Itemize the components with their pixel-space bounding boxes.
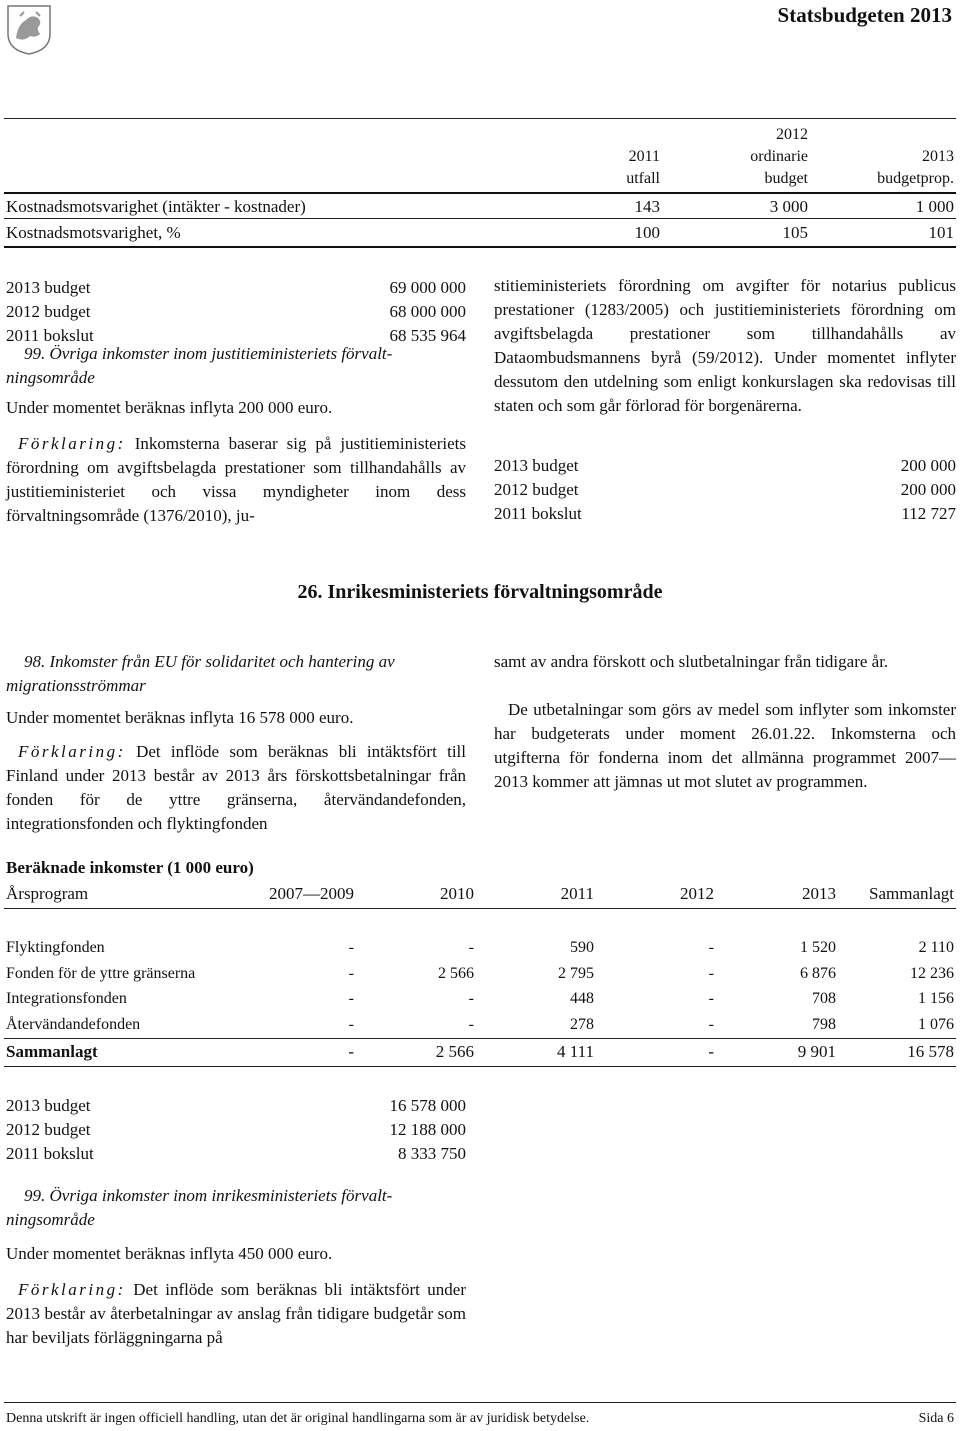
table-row: Flyktingfonden - - 590 - 1 520 2 110 <box>6 939 954 956</box>
table-divider <box>4 1038 956 1039</box>
table-divider <box>4 218 956 219</box>
explanation-text-continued: stitieministeriets förordning om avgifter för notarius publicus prestationer (1283/2005) och justitieministeriets förordning om avgiftsbelagda prestationer som tillhandahålls av Dataombudsmannens byrå (59/2012). Under momentet inflyter dessutom den utdelning som enligt konkurslagen ska redovisas till staten och som går förlorad för borgenärerna. <box>494 276 956 415</box>
table-row: Kostnadsmotsvarighet, % 100 105 101 <box>6 223 954 242</box>
page-number: Sida 6 <box>918 1411 954 1426</box>
table-divider <box>4 192 956 194</box>
header-divider <box>4 118 956 119</box>
inflow-text: Under momentet beräknas inflyta 450 000 euro. <box>6 1244 333 1263</box>
section-heading: 99. Övriga inkomster inom justitieministeriets förvalt- ningsområde <box>6 344 393 387</box>
income-table-body <box>6 936 954 1038</box>
column-header-2012: 2012 ordinarie budget <box>750 126 808 187</box>
budget-line: 2011 bokslut 8 333 750 <box>6 1144 466 1163</box>
table-title: Beräknade inkomster (1 000 euro) <box>6 858 254 877</box>
explanation-text-continued: De utbetalningar som görs av medel som inflyter som inkomster har budgeterats under moment 26.01.22. Inkomsterna och utgifterna för fonderna inom det allmänna programmet 2007—2013 kommer att jämnas ut mot slutet av programmen. <box>494 700 956 791</box>
footer-note: Denna utskrift är ingen officiell handling, utan det är original handlingarna som är av juridisk betydelse. <box>6 1411 590 1426</box>
table-header-row: Årsprogram 2007—2009 2010 2011 2012 2013 Sammanlagt <box>6 884 954 903</box>
budget-line: 2013 budget 69 000 000 <box>6 278 466 297</box>
footer-divider <box>4 1402 956 1403</box>
budget-line: 2013 budget 16 578 000 <box>6 1096 466 1115</box>
income-table <box>6 882 954 907</box>
explanation-text: Förklaring: Inkomsterna baserar sig på justitieministeriets förordning om avgiftsbelagda prestationer som tillhandahålls av justitieministeriet och vissa myndigheter inom dess förvaltningsområde (1376/2010), ju- <box>6 434 466 525</box>
inflow-text: Under momentet beräknas inflyta 200 000 euro. <box>6 398 333 417</box>
table-row: Kostnadsmotsvarighet (intäkter - kostnader) 143 3 000 1 000 <box>6 197 954 216</box>
table-divider <box>4 908 956 909</box>
section-title: 26. Inrikesministeriets förvaltningsområde <box>297 581 663 603</box>
explanation-text: Förklaring: Det inflöde som beräknas bli intäktsfört under 2013 består av återbetalningar av anslag från tidigare budgetår som har beviljats förläggningarna på <box>6 1280 467 1347</box>
explanation-text: Förklaring: Det inflöde som beräknas bli intäktsfört till Finland under 2013 består av 2013 års förskottsbetalningar från fonden för de yttre gränserna, återvändandefonden, integrationsfonden och flyktingfonden <box>6 742 466 833</box>
lion-coat-of-arms-icon <box>6 4 52 56</box>
table-row: Integrationsfonden - - 448 - 708 1 156 <box>6 990 954 1007</box>
budget-line: 2012 budget 200 000 <box>494 480 956 499</box>
section-heading: 98. Inkomster från EU för solidaritet och hantering av migrationsströmmar <box>6 652 395 695</box>
document-title: Statsbudgeten 2013 <box>777 3 952 27</box>
budget-line: 2012 budget 68 000 000 <box>6 302 466 321</box>
budget-line: 2012 budget 12 188 000 <box>6 1120 466 1139</box>
table-row: Återvändandefonden - - 278 - 798 1 076 <box>6 1015 954 1033</box>
income-table-total <box>6 1040 954 1065</box>
budget-line: 2011 bokslut 112 727 <box>494 504 956 523</box>
budget-line: 2011 bokslut 68 535 964 <box>6 326 466 345</box>
section-heading: 99. Övriga inkomster inom inrikesministeriets förvalt- ningsområde <box>6 1186 393 1229</box>
budget-line: 2013 budget 200 000 <box>494 456 956 475</box>
table-divider <box>4 1066 956 1067</box>
inflow-text: Under momentet beräknas inflyta 16 578 000 euro. <box>6 708 354 727</box>
table-row: Fonden för de yttre gränserna - 2 566 2 795 - 6 876 12 236 <box>6 964 954 982</box>
column-header-2011: 2011 utfall <box>626 148 660 187</box>
column-header-2013: 2013 budgetprop. <box>877 148 954 187</box>
table-total-row: Sammanlagt - 2 566 4 111 - 9 901 16 578 <box>6 1042 954 1061</box>
explanation-text-continued: samt av andra förskott och slutbetalningar från tidigare år. <box>494 652 889 671</box>
table-divider <box>4 246 956 248</box>
